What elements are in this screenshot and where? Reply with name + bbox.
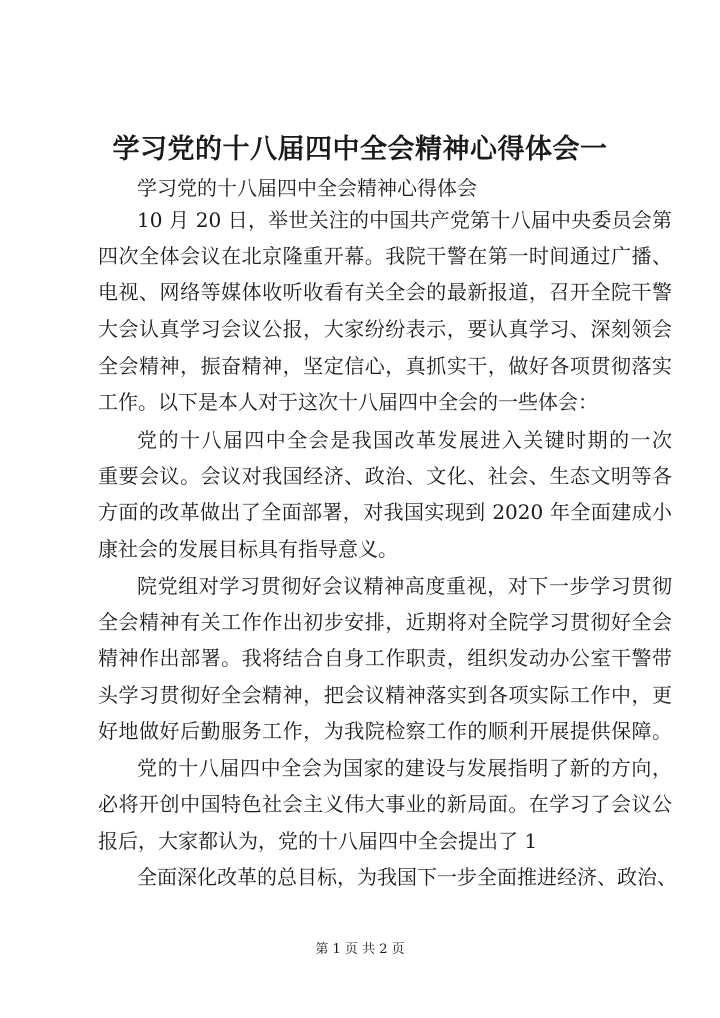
text-line: 院党组对学习贯彻好会议精神高度重视，对下一步学习贯彻	[137, 574, 672, 598]
text-line: 全会精神有关工作作出初步安排，近期将对全院学习贯彻好全会	[98, 610, 672, 634]
text-line: 康社会的发展目标具有指导意义。	[98, 537, 398, 561]
text-line: 必将开创中国特色社会主义伟大事业的新局面。在学习了会议公	[98, 792, 672, 816]
text-line: 头学习贯彻好全会精神，把会议精神落实到各项实际工作中，更	[98, 683, 672, 707]
page-footer: 第 1 页 共 2 页	[315, 942, 405, 957]
text-line: 电视、网络等媒体收听收看有关全会的最新报道，召开全院干警	[98, 280, 672, 304]
text-line: 全会精神，振奋精神，坚定信心，真抓实干，做好各项贯彻落实	[98, 354, 672, 378]
text-line: 精神作出部署。我将结合自身工作职责，组织发动办公室干警带	[98, 646, 672, 670]
text-line: 党的十八届四中全会是我国改革发展进入关键时期的一次	[137, 428, 672, 452]
text-line: 大会认真学习会议公报，大家纷纷表示，要认真学习、深刻领会	[98, 317, 672, 341]
document-title: 学习党的十八届四中全会精神心得体会一	[112, 134, 608, 165]
text-line: 10 月 20 日，举世关注的中国共产党第十八届中央委员会第	[137, 208, 672, 232]
text-line: 全面深化改革的总目标，为我国下一步全面推进经济、政治、	[137, 865, 677, 889]
text-line: 重要会议。会议对我国经济、政治、文化、社会、生态文明等各	[98, 464, 672, 488]
text-line: 方面的改革做出了全面部署，对我国实现到 2020 年全面建成小	[98, 500, 672, 524]
text-line: 好地做好后勤服务工作，为我院检察工作的顺利开展提供保障。	[98, 719, 672, 743]
text-line: 学习党的十八届四中全会精神心得体会	[137, 176, 477, 200]
text-line: 四次全体会议在北京隆重开幕。我院干警在第一时间通过广播、	[98, 244, 672, 268]
text-line: 工作。以下是本人对于这次十八届四中全会的一些体会：	[98, 390, 598, 414]
text-line: 报后，大家都认为，党的十八届四中全会提出了 1	[98, 829, 538, 853]
text-line: 党的十八届四中全会为国家的建设与发展指明了新的方向，	[137, 756, 672, 780]
